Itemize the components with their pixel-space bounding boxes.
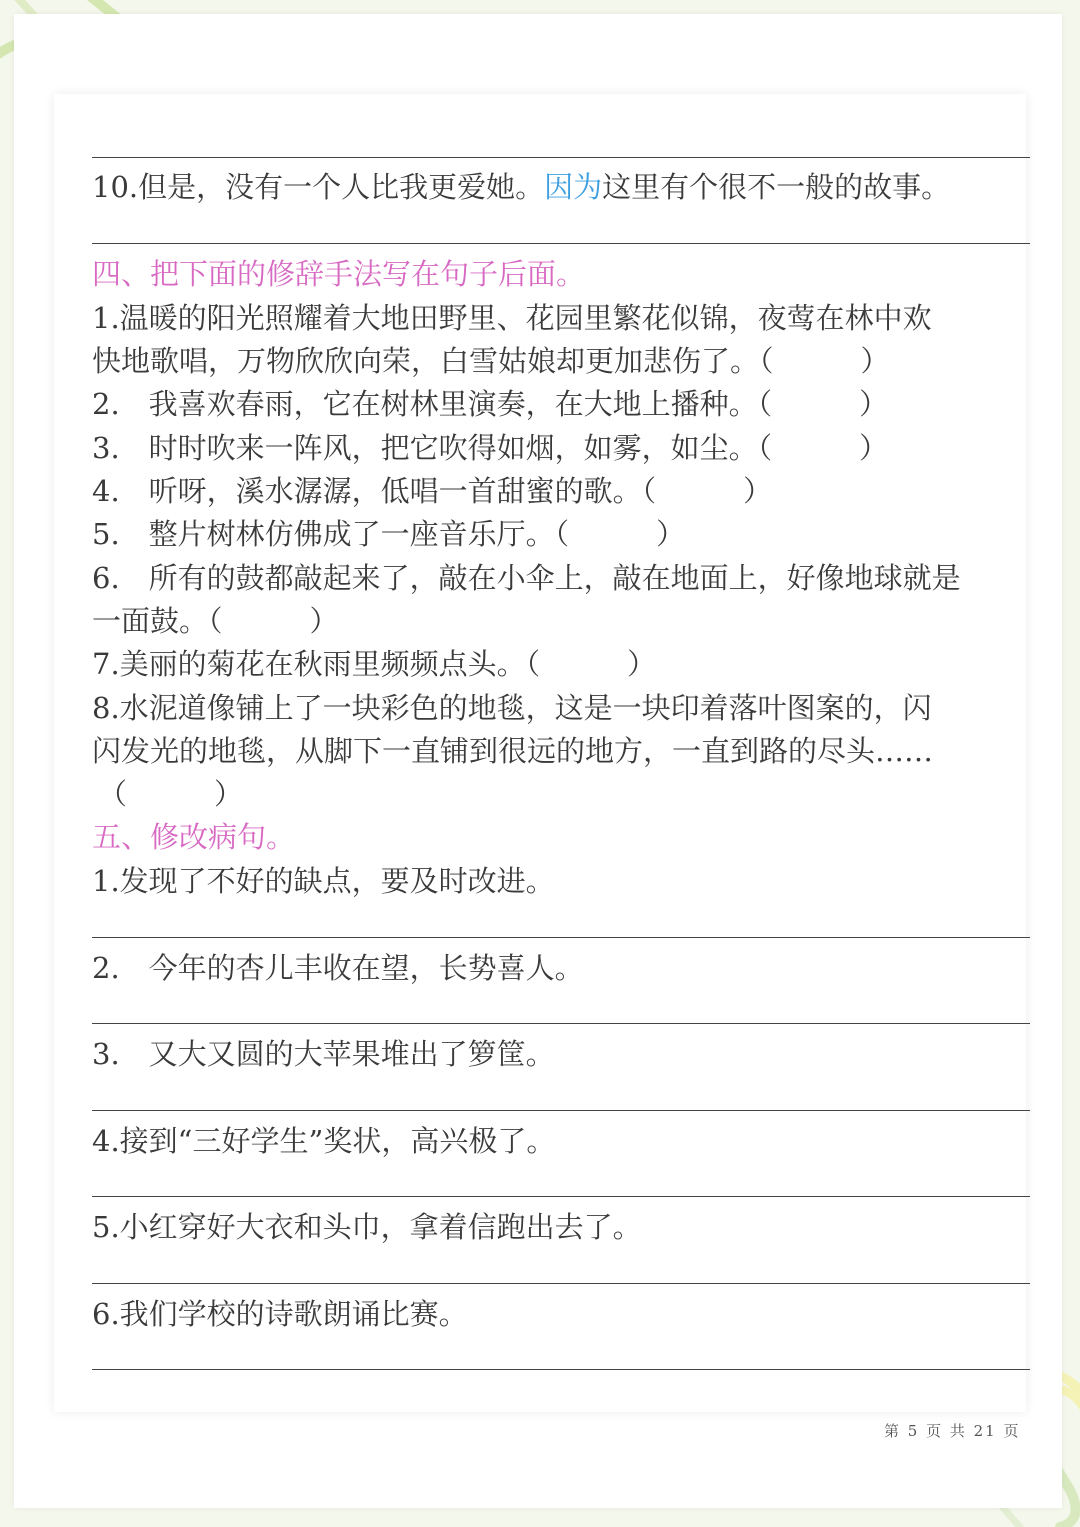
question-10-text: 10.但是，没有一个人比我更爱她。	[92, 170, 545, 204]
answer-line	[92, 1283, 1030, 1284]
section-4-line: 快地歌唱，万物欣欣向荣，白雪姑娘却更加悲伤了。（ ）	[92, 344, 890, 378]
section-4-line: 5. 整片树林仿佛成了一座音乐厅。（ ）	[92, 517, 686, 551]
answer-line	[92, 1023, 1030, 1024]
section-4-line: 闪发光的地毯，从脚下一直铺到很远的地方，一直到路的尽头……	[92, 734, 934, 768]
answer-line	[92, 157, 1030, 158]
question-10-text-end: 这里有个很不一般的故事。	[602, 170, 951, 204]
section-4-line: 6. 所有的鼓都敲起来了，敲在小伞上，敲在地面上，好像地球就是	[92, 561, 961, 595]
section-4-title: 四、把下面的修辞手法写在句子后面。	[92, 257, 586, 291]
section-5-item: 3. 又大又圆的大苹果堆出了箩筐。	[92, 1037, 555, 1071]
section-4-line: 7.美丽的菊花在秋雨里频频点头。（ ）	[92, 647, 657, 681]
answer-line	[92, 1110, 1030, 1111]
section-4-line: 8.水泥道像铺上了一块彩色的地毯，这是一块印着落叶图案的，闪	[92, 691, 932, 725]
page-number: 第 5 页 共 21 页	[884, 1422, 1021, 1440]
section-5-item: 1.发现了不好的缺点，要及时改进。	[92, 864, 555, 898]
section-4-line: 3. 时时吹来一阵风，把它吹得如烟，如雾，如尘。（ ）	[92, 431, 889, 465]
section-4-line: （ ）	[98, 777, 244, 811]
section-5-item: 2. 今年的杏儿丰收在望，长势喜人。	[92, 951, 584, 985]
section-5-item: 6.我们学校的诗歌朗诵比赛。	[92, 1297, 468, 1331]
section-4-line: 2. 我喜欢春雨，它在树林里演奏，在大地上播种。（ ）	[92, 387, 889, 421]
section-5-item: 5.小红穿好大衣和头巾，拿着信跑出去了。	[92, 1210, 642, 1244]
question-10	[92, 170, 950, 204]
answer-line	[92, 1369, 1030, 1370]
answer-line	[92, 1196, 1030, 1197]
section-5-title: 五、修改病句。	[92, 820, 296, 854]
section-4-line: 1.温暖的阳光照耀着大地田野里、花园里繁花似锦，夜莺在林中欢	[92, 301, 932, 335]
highlight-word: 因为	[544, 170, 603, 204]
section-4-line: 一面鼓。（ ）	[92, 604, 339, 638]
section-4-line: 4. 听呀，溪水潺潺，低唱一首甜蜜的歌。（ ）	[92, 474, 773, 508]
section-5-item: 4.接到“三好学生”奖状，高兴极了。	[92, 1124, 556, 1158]
answer-line	[92, 937, 1030, 938]
answer-line	[92, 243, 1030, 244]
